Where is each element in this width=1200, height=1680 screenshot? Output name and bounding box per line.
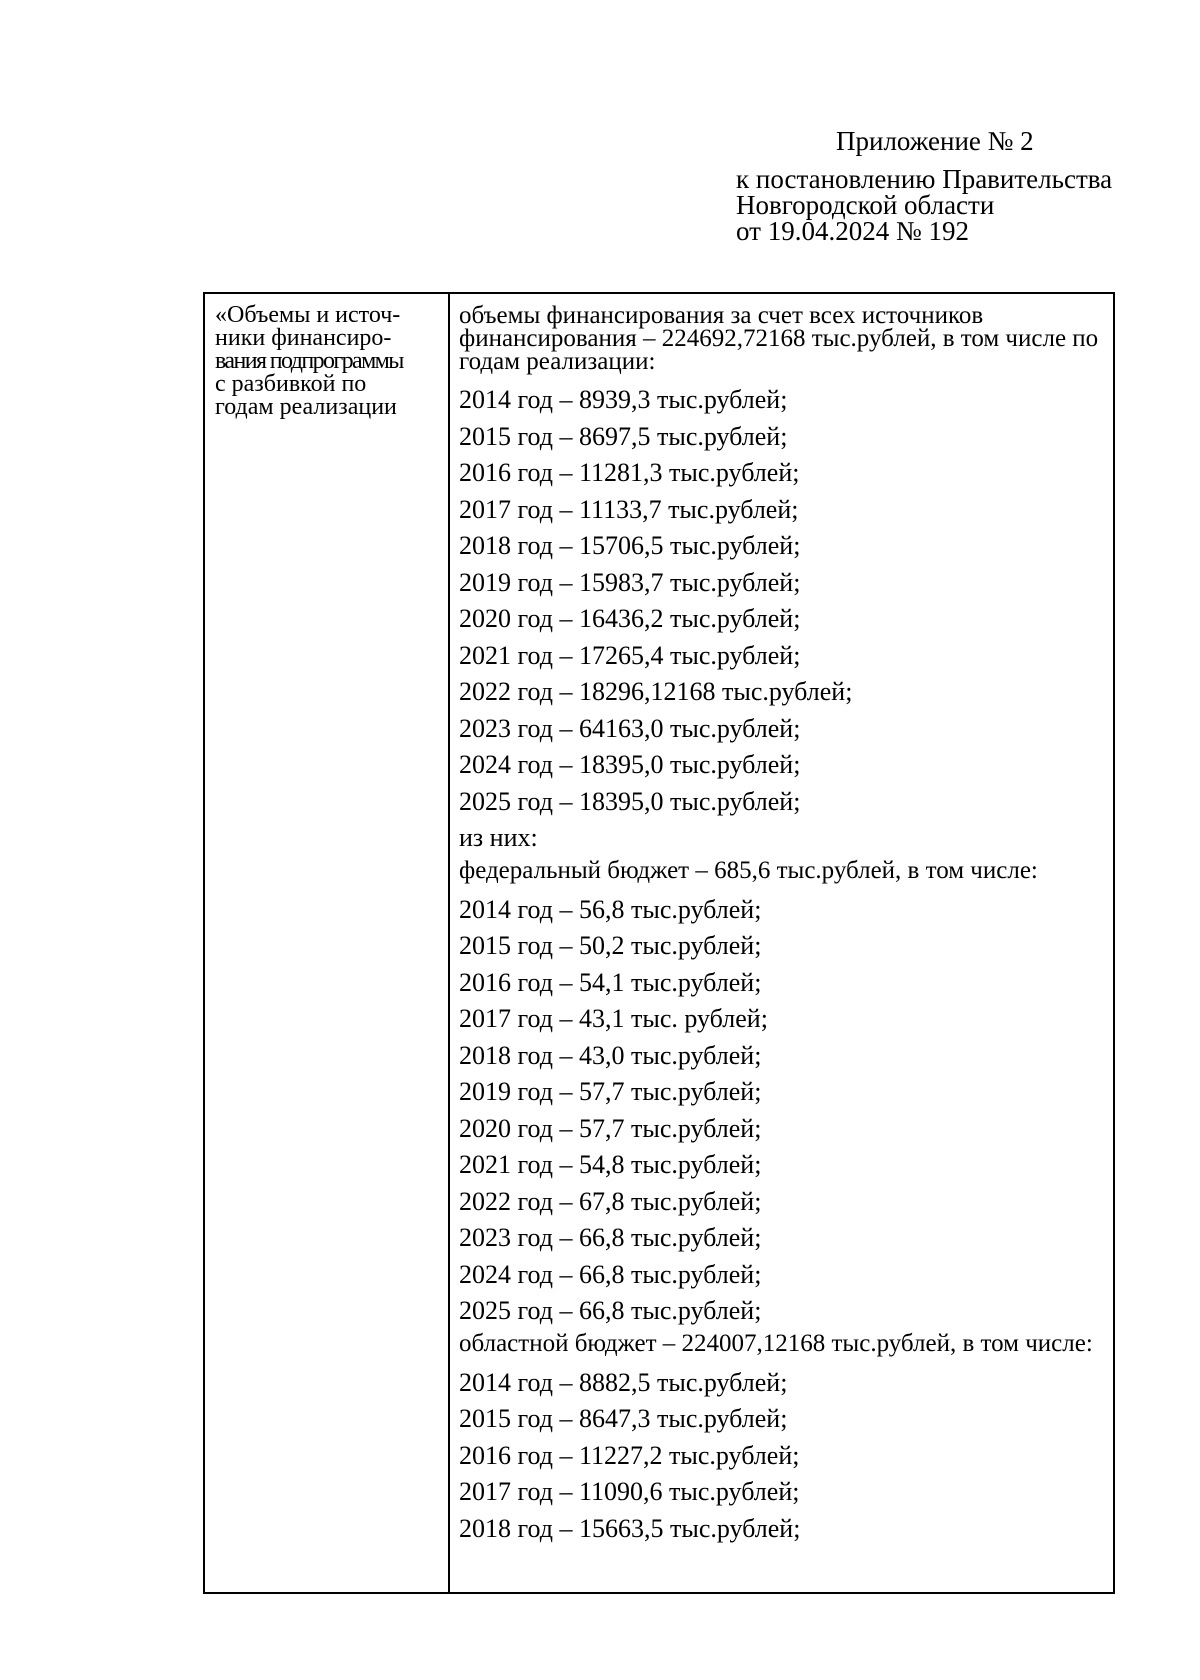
year-row: 2025 год – 18395,0 тыс.рублей; (459, 786, 801, 816)
left-cell-line: ники финансиро- (215, 325, 392, 351)
left-cell-line: «Объемы и источ- (215, 302, 401, 328)
year-row: 2023 год – 64163,0 тыс.рублей; (459, 713, 801, 743)
table-left-cell (215, 304, 443, 419)
year-row: 2019 год – 15983,7 тыс.рублей; (459, 567, 801, 597)
year-row: 2014 год – 8939,3 тыс.рублей; (459, 385, 788, 414)
year-row: 2024 год – 18395,0 тыс.рублей; (459, 750, 801, 779)
year-row: 2016 год – 11227,2 тыс.рублей; (459, 1440, 800, 1470)
left-cell-line: вания подпрограммы (215, 348, 403, 374)
year-row: 2023 год – 66,8 тыс.рублей; (459, 1223, 762, 1252)
year-row: 2019 год – 57,7 тыс.рублей; (459, 1077, 762, 1106)
table-divider (448, 294, 450, 1592)
appendix-line-region: Новгородской области (736, 190, 995, 220)
financing-table (203, 292, 1115, 1594)
total-financing-intro: объемы финансирования за счет всех источников финансирования – 224692,72168 тыс.рублей, в том числе по годам реализации: (459, 302, 1099, 375)
year-row: 2017 год – 43,1 тыс. рублей; (459, 1004, 768, 1033)
year-row: 2014 год – 8882,5 тыс.рублей; (459, 1367, 788, 1397)
regional-rows-list (459, 1367, 1109, 1550)
table-right-cell (459, 304, 1109, 1549)
federal-budget-intro: федеральный бюджет – 685,6 тыс.рублей, в том числе: (459, 856, 1038, 884)
left-cell-line: с разбивкой по (215, 371, 367, 397)
year-row: 2018 год – 15706,5 тыс.рублей; (459, 531, 801, 560)
year-row: 2022 год – 67,8 тыс.рублей; (459, 1186, 762, 1216)
appendix-header (736, 128, 1112, 244)
of-them-label: из них: (459, 823, 538, 852)
year-row: 2025 год – 66,8 тыс.рублей; (459, 1296, 762, 1325)
federal-rows-list (459, 894, 1109, 1332)
year-row: 2021 год – 17265,4 тыс.рублей; (459, 640, 801, 670)
year-row: 2022 год – 18296,12168 тыс.рублей; (459, 677, 853, 706)
total-rows-list (459, 384, 1109, 822)
year-row: 2020 год – 16436,2 тыс.рублей; (459, 604, 801, 633)
year-row: 2021 год – 54,8 тыс.рублей; (459, 1150, 762, 1179)
year-row: 2015 год – 50,2 тыс.рублей; (459, 931, 762, 960)
year-row: 2018 год – 43,0 тыс.рублей; (459, 1040, 762, 1070)
year-row: 2016 год – 11281,3 тыс.рублей; (459, 458, 800, 487)
regional-budget-intro: областной бюджет – 224007,12168 тыс.рублей, в том числе: (459, 1329, 1093, 1357)
year-row: 2017 год – 11133,7 тыс.рублей; (459, 494, 799, 524)
year-row: 2017 год – 11090,6 тыс.рублей; (459, 1477, 800, 1506)
year-row: 2015 год – 8697,5 тыс.рублей; (459, 421, 788, 451)
year-row: 2016 год – 54,1 тыс.рублей; (459, 967, 762, 997)
year-row: 2015 год – 8647,3 тыс.рублей; (459, 1404, 788, 1433)
appendix-line-date: от 19.04.2024 № 192 (736, 216, 969, 246)
year-row: 2018 год – 15663,5 тыс.рублей; (459, 1513, 801, 1543)
year-row: 2020 год – 57,7 тыс.рублей; (459, 1113, 762, 1143)
left-cell-line: годам реализации (215, 394, 397, 420)
appendix-line-resolution: к постановлению Правительства (736, 164, 1113, 194)
year-row: 2024 год – 66,8 тыс.рублей; (459, 1259, 762, 1289)
year-row: 2014 год – 56,8 тыс.рублей; (459, 894, 762, 924)
appendix-number: Приложение № 2 (836, 126, 1034, 156)
